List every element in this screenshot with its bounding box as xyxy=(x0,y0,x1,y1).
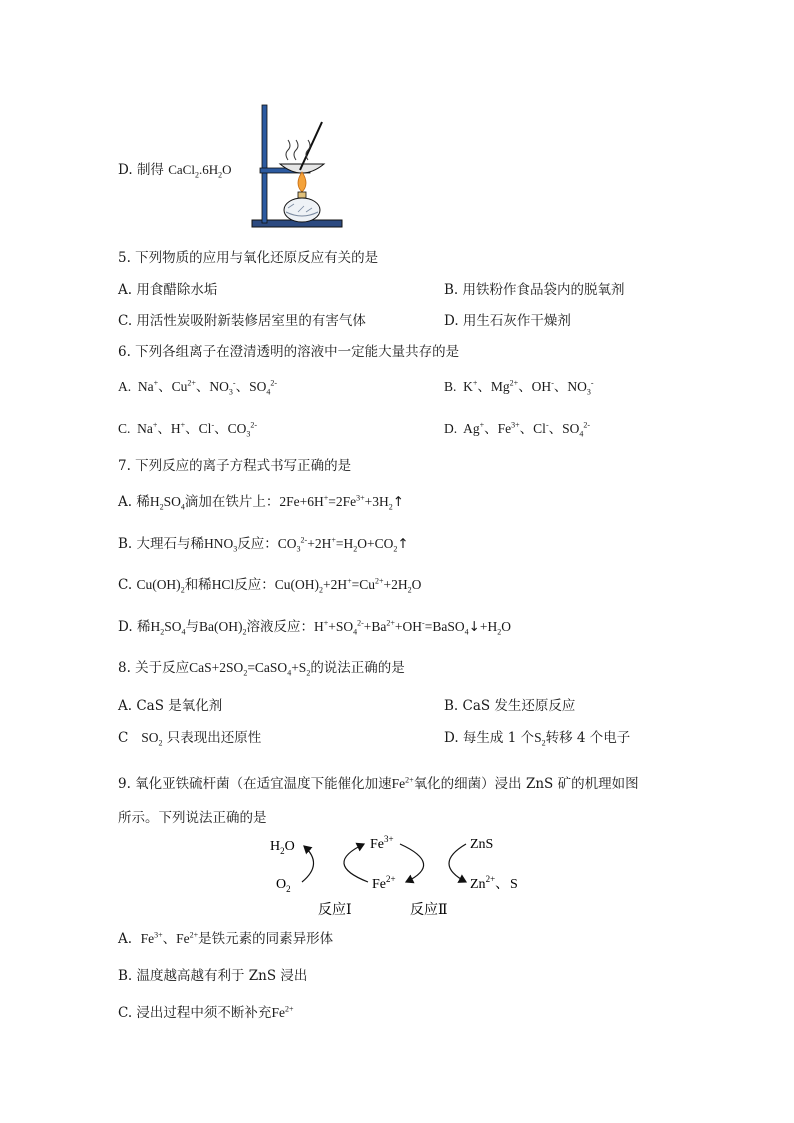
q5-option-c: C. 用活性炭吸附新装修居室里的有害气体 xyxy=(118,313,366,329)
q8-stem: 8. 关于反应$CaS+2SO_2=CaSO_4+S_2$的说法正确的是 xyxy=(118,660,405,678)
alcohol-lamp xyxy=(284,198,320,222)
q6-option-a: A. Na+、$Cu^{2+}$、$NO_3^-$、$SO_4^{2-}$ xyxy=(118,378,278,397)
arc-fe2-to-fe3 xyxy=(344,844,368,882)
q9-option-c: C. 浸出过程中须不断补充$Fe^{2+}$ xyxy=(118,1004,294,1021)
q7-option-b: B. 大理石与稀$HNO_3$反应：$CO_3^{2-}+2H^+=H_2O+CO_2↑$ xyxy=(118,535,409,554)
arc-fe3-to-fe2 xyxy=(400,844,424,882)
reaction-1-label: 反应Ⅰ xyxy=(318,903,352,918)
q5-option-d: D. 用生石灰作干燥剂 xyxy=(444,313,571,329)
q6-stem: 6. 下列各组离子在澄清透明的溶液中一定能大量共存的是 xyxy=(118,344,460,360)
q5-option-a: A. 用食醋除水垢 xyxy=(118,282,218,298)
option-label: D. xyxy=(118,162,133,178)
zn2-label: $Zn^{2+}$、 xyxy=(470,874,510,892)
zns-label: ZnS xyxy=(470,837,494,852)
q6-option-b: B. K+、$Mg^{2+}$、OH-、$NO_3^-$ xyxy=(444,378,594,397)
reaction-mechanism-diagram xyxy=(262,826,532,924)
q8-option-a: A. CaS 是氧化剂 xyxy=(118,698,223,714)
s-label: S xyxy=(510,877,518,892)
flame xyxy=(298,172,306,192)
q8-option-b: B. CaS 发生还原反应 xyxy=(444,698,576,714)
fe2-label: $Fe^{2+}$ xyxy=(372,874,396,892)
arc-o2-to-h2o xyxy=(302,846,314,882)
lamp-neck xyxy=(298,192,306,198)
h2o-label: $H_2O$ xyxy=(270,839,295,856)
q8-option-d: D. 每生成 1 个$S_2$转移 4 个电子 xyxy=(444,730,631,748)
q9-stem-line1: 9. 氧化亚铁硫杆菌（在适宜温度下能催化加速$Fe^{2+}$氧化的细菌）浸出 ZnS 矿的机理如图 xyxy=(118,775,639,792)
q9-stem-line2: 所示。下列说法正确的是 xyxy=(118,810,267,826)
q4-option-d: D. 制得 $CaCl_2.6H_2O$ xyxy=(118,162,232,180)
q8-option-c: C $SO_2$ 只表现出还原性 xyxy=(118,730,262,748)
q7-option-a: A. 稀$H_2SO_4$滴加在铁片上：$2Fe+6H^+=2Fe^{3+}+3H_2↑$ xyxy=(118,493,405,512)
q7-option-c: C. $Cu(OH)_2$和稀HCl反应：$Cu(OH)_2+2H^+=Cu^{2+}+2H_2O$ xyxy=(118,576,422,595)
q9-option-a: A. $Fe^{3+}$、$Fe^{2+}$是铁元素的同素异形体 xyxy=(118,930,334,947)
q5-stem: 5. 下列物质的应用与氧化还原反应有关的是 xyxy=(118,250,379,266)
glass-rod xyxy=(300,122,322,170)
steam xyxy=(286,140,310,160)
q7-option-d: D. 稀$H_2SO_4$与$Ba(OH)_2$溶液反应：$H^++SO_4^{2-}+Ba^{2+}+OH^-=BaSO_4↓+H_2O$ xyxy=(118,618,512,637)
q6-option-c: C. Na+、H+、Cl-、$CO_3^{2-}$ xyxy=(118,420,258,439)
o2-label: $O_2$ xyxy=(276,877,291,894)
evaporation-apparatus-figure xyxy=(250,102,345,232)
reaction-2-label: 反应Ⅱ xyxy=(410,903,448,918)
fe3-label: $Fe^{3+}$ xyxy=(370,834,394,852)
stand-rod xyxy=(262,105,267,223)
q7-stem: 7. 下列反应的离子方程式书写正确的是 xyxy=(118,458,352,474)
q6-option-d: D. Ag+、$Fe^{3+}$、Cl-、$SO_4^{2-}$ xyxy=(444,420,591,439)
q9-option-b: B. 温度越高越有利于 ZnS 浸出 xyxy=(118,968,308,984)
arc-zns-to-zn2 xyxy=(449,844,466,882)
q5-option-b: B. 用铁粉作食品袋内的脱氧剂 xyxy=(444,282,625,298)
